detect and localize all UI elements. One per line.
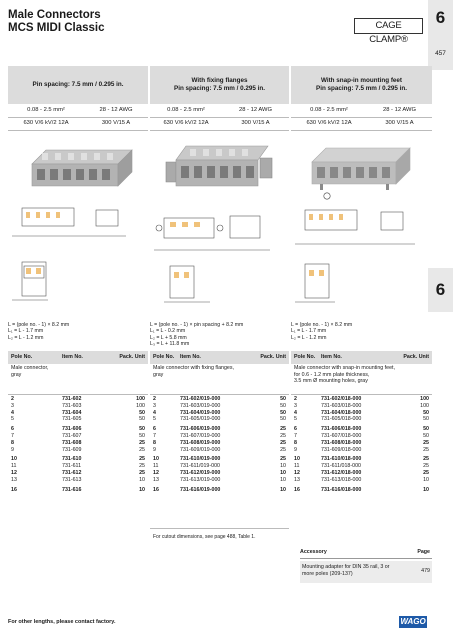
note-line: L = (pole no. - 1) × 8.2 mm xyxy=(291,322,353,328)
pole-no-cell: 16 xyxy=(153,486,159,493)
note-line: L₂ = L + 5.8 mm xyxy=(150,334,187,341)
table-row xyxy=(8,456,148,463)
title-line-1: Male Connectors xyxy=(8,9,101,21)
pack-unit-cell: 25 xyxy=(139,446,145,453)
item-no-cell: 731-613 xyxy=(62,476,82,483)
pack-unit-cell: 10 xyxy=(139,476,145,483)
note-line: L₂ = L - 1.2 mm xyxy=(291,334,327,341)
pole-no-cell: 4 xyxy=(11,409,14,416)
item-no-cell: 731-602/019-000 xyxy=(180,396,221,402)
spec-ul-rating: 300 V/15 A xyxy=(101,120,131,126)
header-pole-no: Pole No. xyxy=(11,354,33,360)
table-row xyxy=(291,477,432,484)
item-no-cell: 731-616 xyxy=(62,486,82,493)
spec-awg: 28 - 12 AWG xyxy=(383,107,416,113)
table-row xyxy=(291,403,432,410)
accessory-page-label: Page xyxy=(417,549,430,555)
item-no-cell: 731-611/018-000 xyxy=(321,463,361,470)
description-line: gray xyxy=(11,371,22,378)
table-row xyxy=(291,426,432,433)
spec-block-3 xyxy=(291,104,432,130)
table-rows xyxy=(291,396,432,493)
table-row xyxy=(150,403,289,410)
pack-unit-cell: 50 xyxy=(280,396,286,402)
pack-unit-cell: 50 xyxy=(423,409,429,416)
pack-unit-cell: 100 xyxy=(420,402,429,409)
pack-unit-cell: 25 xyxy=(280,432,286,439)
product-photo-fixing-flanges xyxy=(160,136,280,202)
pack-unit-cell: 50 xyxy=(280,416,286,423)
table-row xyxy=(8,433,148,440)
spec-iec-rating: 630 V/6 kV/2 12A xyxy=(163,120,209,126)
dimension-drawing-3 xyxy=(291,204,432,316)
pole-no-cell: 2 xyxy=(294,396,297,402)
chapter-tab xyxy=(428,0,453,70)
pack-unit-cell: 100 xyxy=(136,402,145,409)
table-row xyxy=(291,416,432,423)
pack-unit-cell: 10 xyxy=(139,486,145,493)
pole-no-cell: 9 xyxy=(11,446,14,453)
item-no-cell: 731-610/018-000 xyxy=(321,456,362,463)
item-no-cell: 731-612 xyxy=(62,469,82,476)
dimension-drawing-1 xyxy=(8,204,148,316)
item-no-cell: 731-611 xyxy=(62,463,82,470)
item-no-cell: 731-610 xyxy=(62,456,82,463)
spec-wire-mm: 0.08 - 2.5 mm² xyxy=(167,107,205,113)
pole-no-cell: 6 xyxy=(294,426,297,433)
pack-unit-cell: 10 xyxy=(423,476,429,483)
item-no-cell: 731-610/019-000 xyxy=(180,456,221,463)
item-no-cell: 731-603/018-000 xyxy=(321,402,362,409)
pole-no-cell: 13 xyxy=(294,476,300,483)
item-no-cell: 731-604 xyxy=(62,409,82,416)
pole-no-cell: 10 xyxy=(11,456,17,463)
pack-unit-cell: 25 xyxy=(423,469,429,476)
pole-no-cell: 3 xyxy=(153,402,156,409)
table-row xyxy=(150,447,289,454)
spec-block-2 xyxy=(150,104,289,130)
table-row xyxy=(150,463,289,470)
dimension-notes-3 xyxy=(291,322,432,341)
item-no-cell: 731-608 xyxy=(62,439,82,446)
item-no-cell: 731-612/018-000 xyxy=(321,469,362,476)
accessory-page: 479 xyxy=(421,568,430,574)
item-no-cell: 731-606/018-000 xyxy=(321,426,362,433)
pack-unit-cell: 25 xyxy=(423,446,429,453)
item-no-cell: 731-606/019-000 xyxy=(180,426,221,433)
header-pole-no: Pole No. xyxy=(294,354,316,360)
product-photo-snap-in-feet xyxy=(302,136,422,202)
pole-no-cell: 16 xyxy=(11,486,17,493)
table-row xyxy=(150,416,289,423)
item-no-cell: 731-613/018-000 xyxy=(321,476,362,483)
item-no-cell: 731-605/018-000 xyxy=(321,416,362,423)
cage-clamp-logo: CAGE CLAMP® xyxy=(354,18,423,34)
item-no-cell: 731-607/019-000 xyxy=(180,432,221,439)
footer-note: For other lengths, please contact factory. xyxy=(8,619,116,625)
page-number: 457 xyxy=(435,50,446,57)
pole-no-cell: 13 xyxy=(153,476,159,483)
pole-no-cell: 10 xyxy=(153,456,159,463)
table-row xyxy=(150,396,289,403)
description-line: gray xyxy=(153,371,164,378)
table-row xyxy=(291,463,432,470)
table-row xyxy=(8,447,148,454)
pole-no-cell: 5 xyxy=(11,416,14,423)
pole-no-cell: 9 xyxy=(153,446,156,453)
pack-unit-cell: 100 xyxy=(420,396,429,402)
spec-ul-rating: 300 V/15 A xyxy=(385,120,414,126)
pack-unit-cell: 10 xyxy=(280,476,286,483)
item-no-cell: 731-602 xyxy=(62,396,82,402)
header-pack-unit: Pack. Unit xyxy=(260,354,286,360)
dimension-drawing-2 xyxy=(150,204,289,316)
pole-no-cell: 8 xyxy=(153,439,156,446)
pack-unit-cell: 25 xyxy=(423,456,429,463)
spec-awg: 28 - 12 AWG xyxy=(99,107,133,113)
pole-no-cell: 6 xyxy=(11,426,14,433)
page-title xyxy=(8,9,105,35)
pack-unit-cell: 10 xyxy=(280,469,286,476)
table-header xyxy=(8,351,148,364)
pole-no-cell: 3 xyxy=(294,402,297,409)
pole-no-cell: 11 xyxy=(153,463,159,470)
header-item-no: Item No. xyxy=(321,354,342,360)
table-row xyxy=(150,426,289,433)
pole-no-cell: 12 xyxy=(153,469,159,476)
spec-ul-rating: 300 V/15 A xyxy=(241,120,270,126)
pole-no-cell: 3 xyxy=(11,402,14,409)
table-row xyxy=(291,440,432,447)
spec-iec-rating: 630 V/6 kV/2 12A xyxy=(306,120,352,126)
table-header xyxy=(291,351,432,364)
pack-unit-cell: 50 xyxy=(139,416,145,423)
item-no-cell: 731-609/019-000 xyxy=(180,446,221,453)
pole-no-cell: 11 xyxy=(11,463,17,470)
table-description xyxy=(11,365,145,378)
pack-unit-cell: 10 xyxy=(423,486,429,493)
note-line: L₃ = L + 11.8 mm xyxy=(150,340,190,347)
pack-unit-cell: 50 xyxy=(423,416,429,423)
pack-unit-cell: 25 xyxy=(139,456,145,463)
pack-unit-cell: 50 xyxy=(139,426,145,433)
pole-no-cell: 13 xyxy=(11,476,17,483)
spec-iec-rating: 630 V/6 kV/2 12A xyxy=(23,120,69,126)
item-no-cell: 731-616/019-000 xyxy=(180,486,221,493)
order-table-1 xyxy=(8,351,148,538)
pack-unit-cell: 25 xyxy=(139,469,145,476)
pack-unit-cell: 100 xyxy=(136,396,145,402)
spec-wire-mm: 0.08 - 2.5 mm² xyxy=(310,107,348,113)
table-row xyxy=(291,456,432,463)
pole-no-cell: 12 xyxy=(11,469,17,476)
dimension-notes-2 xyxy=(150,322,289,347)
item-no-cell: 731-609 xyxy=(62,446,82,453)
item-no-cell: 731-604/018-000 xyxy=(321,409,362,416)
item-no-cell: 731-602/018-000 xyxy=(321,396,362,402)
table-row xyxy=(8,403,148,410)
pack-unit-cell: 50 xyxy=(139,409,145,416)
table-row xyxy=(8,416,148,423)
pole-no-cell: 10 xyxy=(294,456,300,463)
table-row xyxy=(8,477,148,484)
pole-no-cell: 2 xyxy=(153,396,156,402)
column-header-2: With fixing flanges Pin spacing: 7.5 mm / 0.295 in. xyxy=(150,66,289,104)
pole-no-cell: 9 xyxy=(294,446,297,453)
table-description xyxy=(153,365,286,378)
description-line: Male connector, xyxy=(11,365,49,371)
pack-unit-cell: 50 xyxy=(423,432,429,439)
spec-block-1 xyxy=(8,104,148,130)
header-item-no: Item No. xyxy=(62,354,83,360)
table-row xyxy=(150,440,289,447)
note-line: L = (pole no. - 1) × 8.2 mm xyxy=(8,322,70,328)
item-no-cell: 731-605 xyxy=(62,416,82,423)
accessory-label: Accessory xyxy=(300,549,327,555)
pole-no-cell: 11 xyxy=(294,463,300,470)
item-no-cell: 731-603/019-000 xyxy=(180,402,221,409)
table-row xyxy=(150,410,289,417)
pole-no-cell: 4 xyxy=(294,409,297,416)
item-no-cell: 731-613/019-000 xyxy=(180,476,221,483)
table-row xyxy=(8,440,148,447)
table-row xyxy=(8,487,148,494)
table-row xyxy=(150,477,289,484)
pole-no-cell: 16 xyxy=(294,486,300,493)
pole-no-cell: 12 xyxy=(294,469,300,476)
accessory-item: Mounting adapter for DIN 35 rail, 3 or more poles (209-137) xyxy=(302,564,390,577)
pack-unit-cell: 25 xyxy=(423,463,429,470)
dimension-notes-1 xyxy=(8,322,148,341)
pack-unit-cell: 25 xyxy=(139,463,145,470)
pole-no-cell: 5 xyxy=(153,416,156,423)
chapter-number: 6 xyxy=(435,8,446,27)
table-rows xyxy=(8,396,148,493)
description-line: for 0.6 - 1.2 mm plate thickness, xyxy=(294,371,370,378)
table-row xyxy=(8,410,148,417)
table-description xyxy=(294,365,429,385)
side-chapter-tab: 6 xyxy=(428,268,453,312)
header-pole-no: Pole No. xyxy=(153,354,175,360)
item-no-cell: 731-611/019-000 xyxy=(180,463,220,470)
table-row xyxy=(291,470,432,477)
item-no-cell: 731-612/019-000 xyxy=(180,469,221,476)
product-photo-male-connector xyxy=(22,136,142,202)
table-row xyxy=(291,487,432,494)
item-no-cell: 731-605/019-000 xyxy=(180,416,221,423)
column-header-3: With snap-in mounting feet Pin spacing: 7.5 mm / 0.295 in. xyxy=(291,66,432,104)
table-row xyxy=(150,456,289,463)
accessory-row xyxy=(300,561,432,583)
header-pack-unit: Pack. Unit xyxy=(119,354,145,360)
pack-unit-cell: 50 xyxy=(280,409,286,416)
pole-no-cell: 6 xyxy=(153,426,156,433)
pole-no-cell: 8 xyxy=(294,439,297,446)
pack-unit-cell: 25 xyxy=(280,456,286,463)
pack-unit-cell: 50 xyxy=(139,432,145,439)
pack-unit-cell: 25 xyxy=(280,446,286,453)
item-no-cell: 731-608/018-000 xyxy=(321,439,362,446)
table-row xyxy=(8,470,148,477)
note-line: L = (pole no. - 1) × pin spacing + 8.2 mm xyxy=(150,322,244,328)
note-line: L₁ = L - 0.2 mm xyxy=(150,328,186,335)
item-no-cell: 731-607 xyxy=(62,432,82,439)
table-header xyxy=(150,351,289,364)
header-item-no: Item No. xyxy=(180,354,201,360)
table-rows xyxy=(150,396,289,493)
item-no-cell: 731-608/019-000 xyxy=(180,439,221,446)
pack-unit-cell: 10 xyxy=(280,486,286,493)
note-line: L₁ = L - 1.7 mm xyxy=(291,328,327,335)
pole-no-cell: 5 xyxy=(294,416,297,423)
spec-awg: 28 - 12 AWG xyxy=(239,107,272,113)
note-line: L₁ = L - 1.7 mm xyxy=(8,328,44,335)
wago-logo: WAGO xyxy=(400,617,426,626)
note-line: L₂ = L - 1.2 mm xyxy=(8,334,44,341)
pole-no-cell: 7 xyxy=(11,432,14,439)
column-header-1: Pin spacing: 7.5 mm / 0.295 in. xyxy=(8,66,148,104)
table-row xyxy=(8,426,148,433)
table-row xyxy=(8,463,148,470)
table-row xyxy=(291,410,432,417)
pole-no-cell: 2 xyxy=(11,396,14,402)
accessory-header xyxy=(300,546,432,559)
cutout-footnote: For cutout dimensions, see page 488, Table 1. xyxy=(153,534,256,540)
table-row xyxy=(291,447,432,454)
header-pack-unit: Pack. Unit xyxy=(403,354,429,360)
pole-no-cell: 4 xyxy=(153,409,156,416)
item-no-cell: 731-607/018-000 xyxy=(321,432,362,439)
pack-unit-cell: 50 xyxy=(280,402,286,409)
item-no-cell: 731-603 xyxy=(62,402,82,409)
pole-no-cell: 7 xyxy=(153,432,156,439)
table-row xyxy=(291,433,432,440)
description-line: 3.5 mm Ø mounting holes, gray xyxy=(294,378,368,385)
order-table-3 xyxy=(291,351,432,538)
pack-unit-cell: 25 xyxy=(423,439,429,446)
table-row xyxy=(291,396,432,403)
table-row xyxy=(150,470,289,477)
title-line-2: MCS MIDI Classic xyxy=(8,22,105,34)
spec-wire-mm: 0.08 - 2.5 mm² xyxy=(27,107,65,113)
table-row xyxy=(150,433,289,440)
accessory-box xyxy=(300,546,432,583)
pole-no-cell: 8 xyxy=(11,439,14,446)
item-no-cell: 731-609/018-000 xyxy=(321,446,362,453)
pole-no-cell: 7 xyxy=(294,432,297,439)
description-line: Male connector with snap-in mounting feet, xyxy=(294,365,395,371)
order-table-2 xyxy=(150,351,289,538)
pack-unit-cell: 50 xyxy=(423,426,429,433)
pack-unit-cell: 25 xyxy=(280,439,286,446)
item-no-cell: 731-604/019-000 xyxy=(180,409,221,416)
pack-unit-cell: 10 xyxy=(280,463,286,470)
description-line: Male connector with fixing flanges, xyxy=(153,365,234,371)
pack-unit-cell: 25 xyxy=(280,426,286,433)
item-no-cell: 731-616/018-000 xyxy=(321,486,362,493)
item-no-cell: 731-606 xyxy=(62,426,82,433)
table-row xyxy=(150,487,289,494)
table-row xyxy=(8,396,148,403)
pack-unit-cell: 25 xyxy=(139,439,145,446)
